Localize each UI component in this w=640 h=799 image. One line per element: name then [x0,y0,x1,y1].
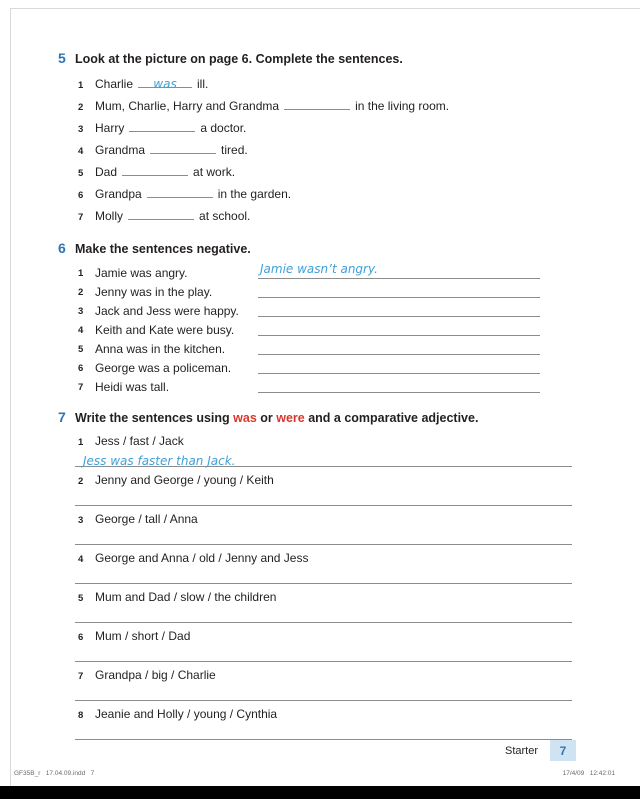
sentence-end: ill. [197,77,209,91]
exercise7-item [58,433,572,467]
highlighted-word-was: was [233,411,257,425]
page-edge-left-line [10,8,11,786]
item-text: Jack and Jess were happy. [95,304,239,318]
sentence-start: Harry [95,121,125,135]
exercise-5 [58,50,572,228]
item-text: Jenny was in the play. [95,285,213,299]
answer-blank[interactable] [122,162,188,176]
item-text: George / tall / Anna [95,512,198,526]
item-number: 5 [78,344,84,355]
exercise6-item [58,302,572,321]
item-number: 2 [78,102,84,113]
sentence-end: in the garden. [217,187,292,201]
sentence-start: Dad [95,165,118,179]
item-number: 7 [78,212,84,223]
answer-blank[interactable] [147,184,213,198]
item-number: 3 [78,515,84,526]
exercise5-item [58,118,572,140]
exercise-6-header [58,240,572,258]
answer-line[interactable] [75,685,572,701]
sentence-end: tired. [221,143,248,157]
item-number: 1 [78,268,84,279]
exercise7-item [58,589,572,623]
item-number: 6 [78,363,84,374]
answer-line[interactable] [75,568,572,584]
item-text: Keith and Kate were busy. [95,323,235,337]
item-text: Grandpa / big / Charlie [95,668,216,682]
answer-line[interactable] [75,724,572,740]
item-number: 1 [78,80,84,91]
answer-line[interactable] [75,529,572,545]
answer-line[interactable] [75,607,572,623]
item-number: 4 [78,325,84,336]
handwritten-answer: Jess was faster than Jack. [83,454,236,468]
item-number: 5 [78,168,84,179]
answer-line[interactable] [258,381,540,393]
section-label: Starter [504,744,538,757]
answer-line[interactable] [75,490,572,506]
item-number: 4 [78,554,84,565]
print-info-left: GF35B_r 17.04.09.indd 7 [14,770,95,777]
item-text [95,118,246,139]
sentence-end: in the living room. [355,99,450,113]
exercise5-item [58,162,572,184]
page-footer [505,740,576,761]
item-text: Jamie was angry. [95,266,188,280]
item-text: Heidi was tall. [95,380,170,394]
worksheet-page [58,50,572,745]
item-text: Jess / fast / Jack [95,434,184,448]
sentence-start: Grandma [95,143,146,157]
print-info-right: 17/4/09 12:42:01 [562,770,615,777]
page-edge-top-line [10,8,640,9]
sentence-start: Grandpa [95,187,142,201]
item-number: 7 [78,671,84,682]
exercise6-item [58,264,572,283]
item-text: Mum and Dad / slow / the children [95,590,277,604]
sentence-end: a doctor. [200,121,247,135]
exercise7-item [58,706,572,740]
exercise6-item [58,378,572,397]
item-number: 6 [78,190,84,201]
item-number: 3 [78,306,84,317]
item-number: 1 [78,437,84,448]
answer-line[interactable] [258,362,540,374]
exercise-7 [58,409,572,740]
item-text: Mum / short / Dad [95,629,191,643]
item-number: 4 [78,146,84,157]
answer-line[interactable] [258,305,540,317]
answer-blank[interactable] [150,140,216,154]
handwritten-answer: Jamie wasn’t angry. [260,262,378,276]
item-text: Jeanie and Holly / young / Cynthia [95,707,278,721]
item-text: George and Anna / old / Jenny and Jess [95,551,309,565]
exercise7-item [58,472,572,506]
item-number: 8 [78,710,84,721]
sentence-end: at work. [193,165,236,179]
exercise-number: 6 [58,240,66,256]
exercise5-item [58,96,572,118]
item-number: 5 [78,593,84,604]
exercise-title: Look at the picture on page 6. Complete the sentences. [75,52,403,66]
item-text: Jenny and George / young / Keith [95,473,274,487]
item-text [95,162,235,183]
sentence-start: Charlie [95,77,134,91]
item-number: 7 [78,382,84,393]
item-number: 2 [78,476,84,487]
highlighted-word-were: were [276,411,305,425]
exercise7-item [58,511,572,545]
exercise-title: Make the sentences negative. [75,242,251,256]
exercise-5-header [58,50,572,68]
exercise-number: 5 [58,50,66,66]
exercise6-item [58,283,572,302]
exercise6-item [58,340,572,359]
answer-line[interactable] [258,286,540,298]
item-number: 6 [78,632,84,643]
item-text [95,206,250,227]
item-text: Anna was in the kitchen. [95,342,226,356]
exercise5-item [58,206,572,228]
item-number: 2 [78,287,84,298]
item-text [95,74,208,95]
exercise5-item [58,184,572,206]
answer-line[interactable] [75,646,572,662]
handwritten-answer: was [153,77,177,91]
item-number: 3 [78,124,84,135]
item-text: George was a policeman. [95,361,232,375]
answer-blank[interactable] [129,118,195,132]
answer-line[interactable] [258,343,540,355]
answer-blank[interactable] [284,96,350,110]
answer-blank[interactable] [138,74,192,91]
sentence-start: Mum, Charlie, Harry and Grandma [95,99,280,113]
exercise7-item [58,550,572,584]
scan-bottom-bar [0,786,640,799]
answer-line[interactable] [258,262,540,279]
sentence-start: Molly [95,209,124,223]
sentence-end: at school. [199,209,251,223]
page-number-badge: 7 [550,740,576,761]
item-text [95,96,449,117]
exercise5-item [58,140,572,162]
answer-line[interactable] [258,324,540,336]
exercise-title: Write the sentences using was or were and a comparative adjective. [75,411,479,425]
answer-line[interactable] [75,451,572,467]
exercise5-item [58,74,572,96]
item-text [95,140,248,161]
exercise6-item [58,359,572,378]
answer-blank[interactable] [128,206,194,220]
exercise-7-header [58,409,572,427]
exercise7-item [58,628,572,662]
exercise-6 [58,240,572,397]
item-text [95,184,291,205]
exercise6-item [58,321,572,340]
exercise-number: 7 [58,409,66,425]
exercise7-item [58,667,572,701]
